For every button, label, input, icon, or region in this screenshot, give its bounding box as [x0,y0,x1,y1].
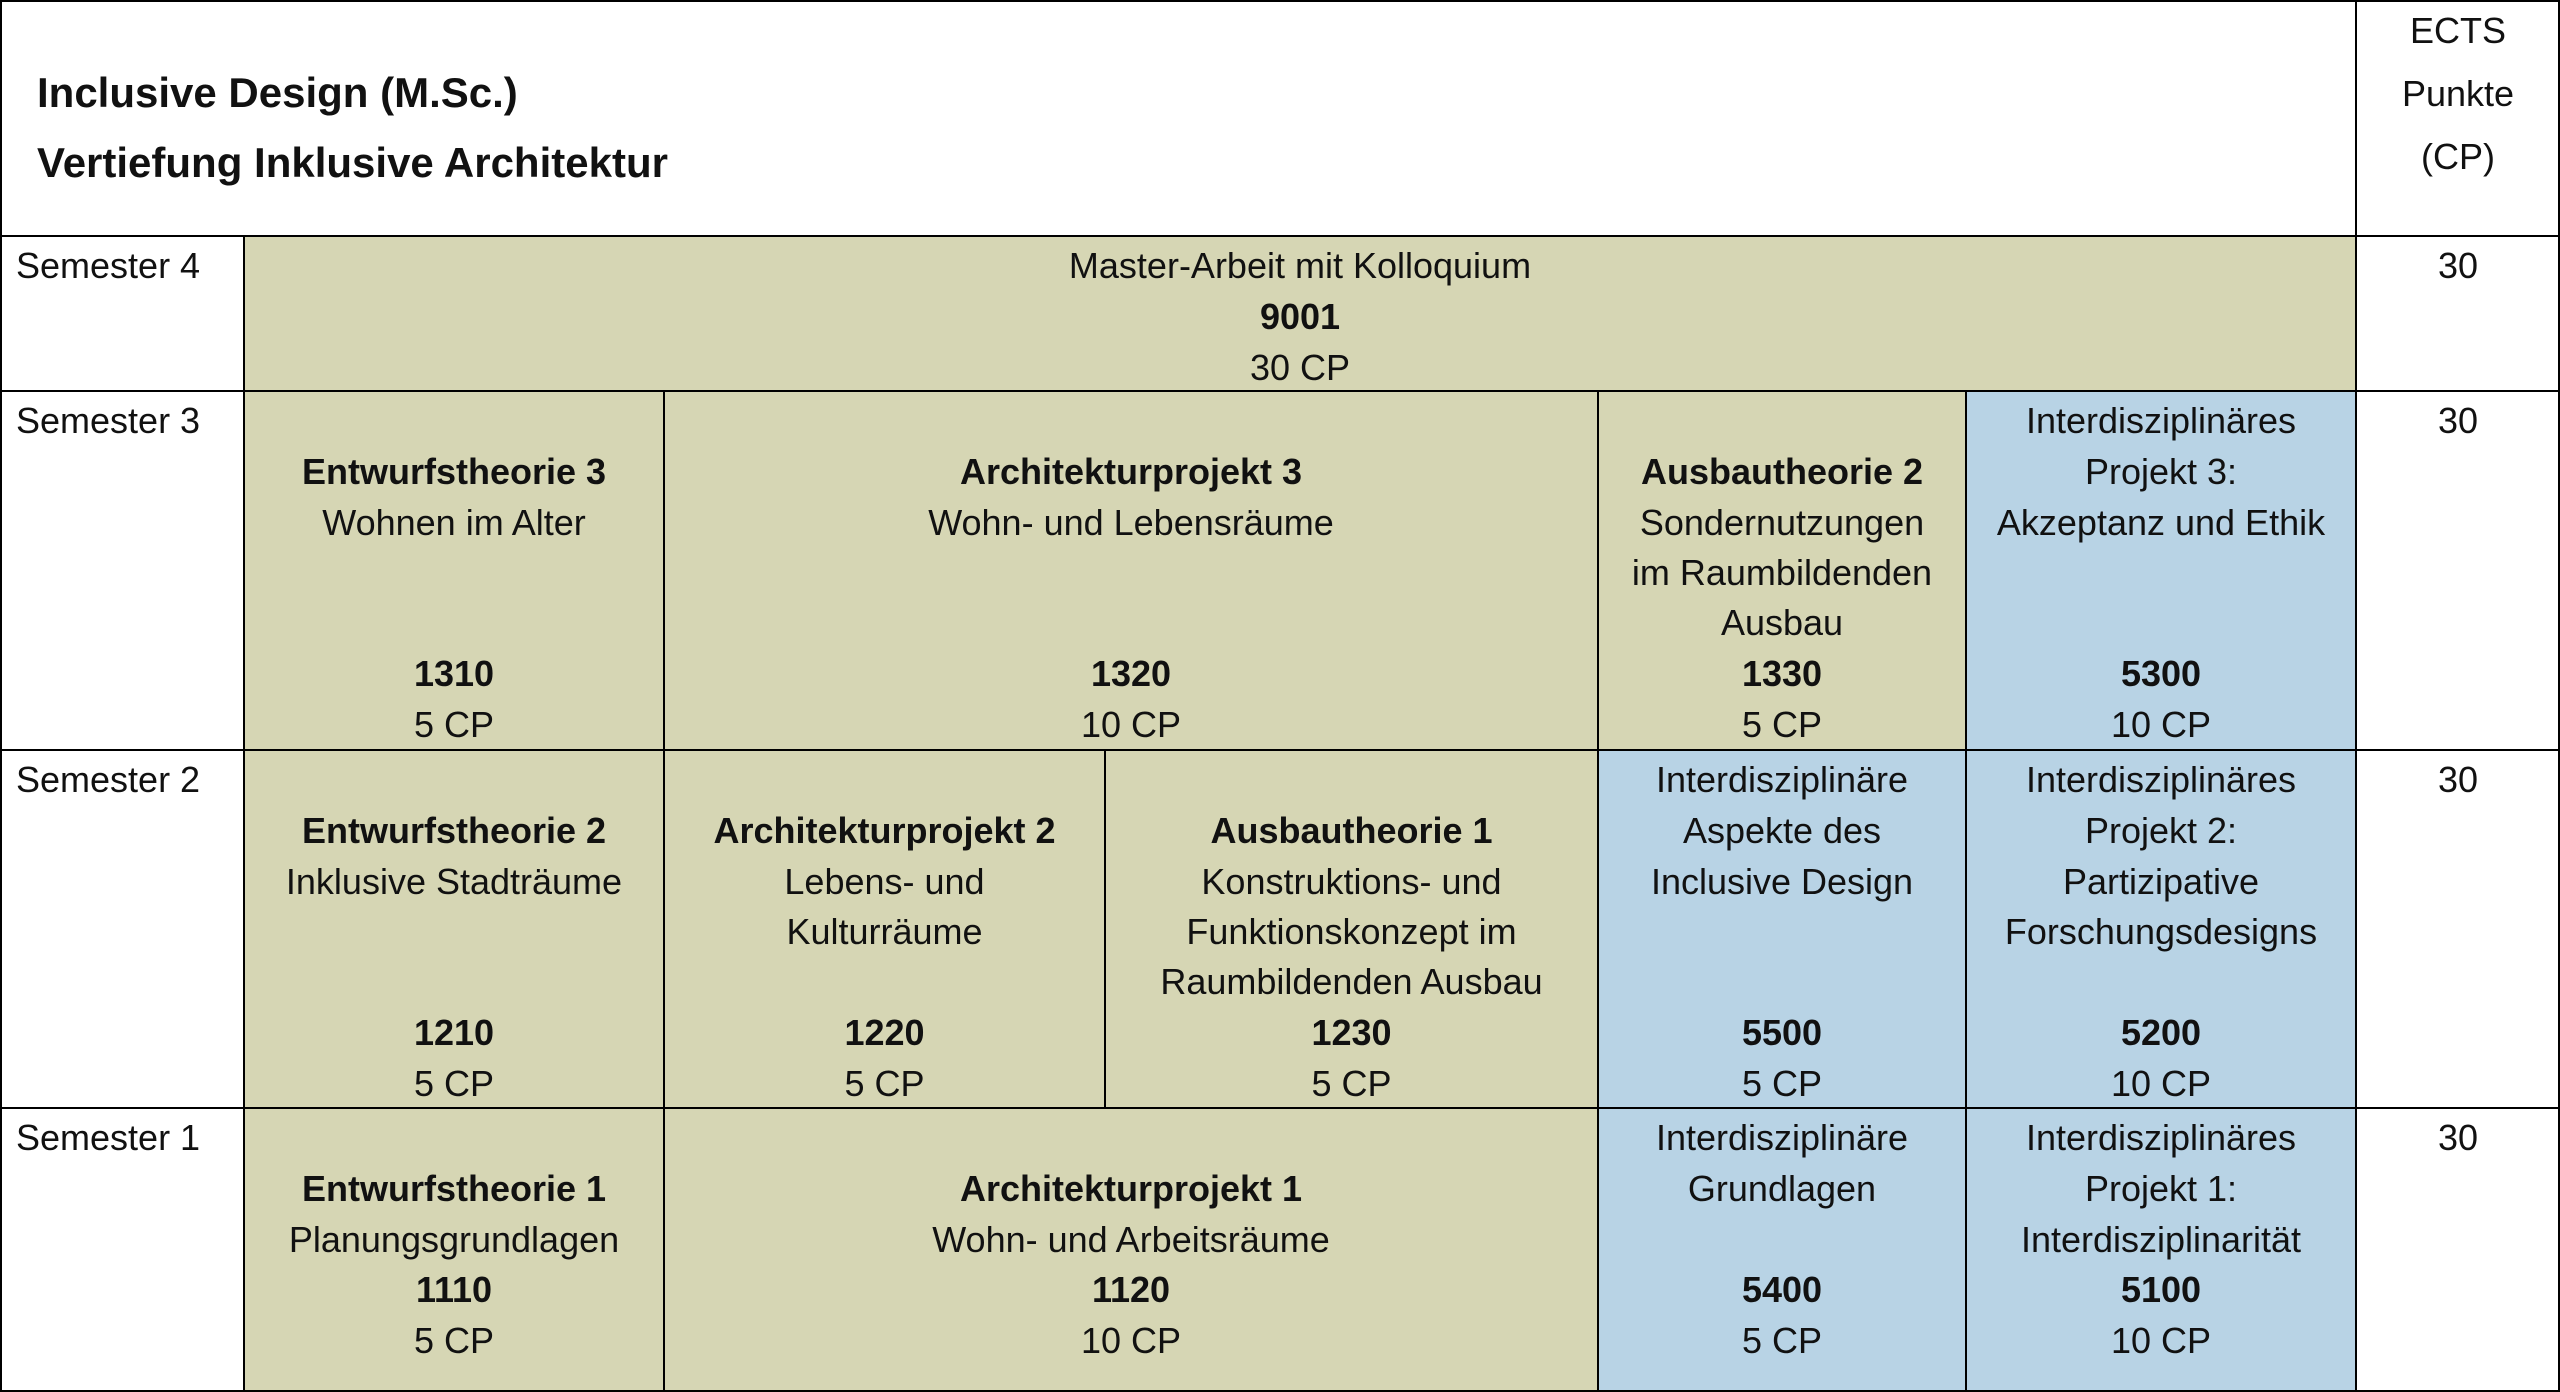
module-line: Kulturräume [786,911,983,952]
module-title: Entwurfstheorie 1 [301,1168,607,1209]
module-line: Partizipative [2062,861,2260,902]
module-code: 1330 [1741,653,1823,694]
module-line: Projekt 3: [2084,451,2238,492]
module-cp: 10 CP [2110,1320,2212,1361]
module-line: Planungsgrundlagen [288,1219,620,1260]
module-line: Wohnen im Alter [322,502,586,543]
module-9001 [244,236,2356,391]
module-line: Sondernutzungen [1639,502,1925,543]
module-1310 [244,391,664,750]
program-title: Inclusive Design (M.Sc.) [37,69,518,116]
module-line: Forschungsdesigns [2004,911,2318,952]
module-cp: 5 CP [1741,704,1823,745]
semester-1-label: Semester 1 [16,1117,201,1158]
module-line: Konstruktions- und [1201,861,1502,902]
module-cp: 5 CP [1311,1063,1392,1104]
semester-2-ects [2356,750,2560,1108]
module-5200 [1966,750,2356,1108]
module-code: 1320 [1090,653,1172,694]
ects-value: 30 [2437,400,2479,441]
module-line: Interdisziplinäre [1655,759,1909,800]
module-1220 [664,750,1105,1108]
module-line: Interdisziplinäre [1655,1117,1909,1158]
semester-4-ects [2356,236,2560,391]
module-code: 1110 [415,1269,493,1310]
ects-header [2356,0,2560,236]
module-5300 [1966,391,2356,750]
module-5400 [1598,1108,1966,1392]
grid-line [1965,390,1967,1392]
grid-line [2355,0,2357,1392]
module-1320 [664,391,1598,750]
module-cp: 5 CP [844,1063,925,1104]
module-cp: 5 CP [1741,1063,1823,1104]
module-code: 1210 [413,1012,495,1053]
module-line: Funktionskonzept im [1186,911,1517,952]
module-cp: 5 CP [413,1063,495,1104]
ects-header-line3: (CP) [2421,136,2495,177]
ects-value: 30 [2437,759,2479,800]
grid-line [0,235,2560,237]
semester-4-label: Semester 4 [16,245,201,286]
module-title: Ausbautheorie 1 [1210,810,1493,851]
module-title: Entwurfstheorie 3 [301,451,607,492]
module-code: 1230 [1311,1012,1392,1053]
module-cp: 5 CP [1741,1320,1823,1361]
module-line: Inclusive Design [1650,861,1914,902]
ects-header-line1: ECTS [2409,10,2506,51]
module-line: Wohn- und Lebensräume [928,502,1334,543]
ects-value: 30 [2437,245,2479,286]
semester-2-label: Semester 2 [16,759,201,800]
module-cp: 10 CP [1080,1320,1182,1361]
semester-3-label: Semester 3 [16,400,201,441]
module-code: 5200 [2120,1012,2202,1053]
module-line: Interdisziplinäres [2025,1117,2297,1158]
module-line: Wohn- und Arbeitsräume [932,1219,1330,1260]
module-line: Interdisziplinäres [2025,400,2297,441]
grid-line [0,749,2560,751]
module-code: 5300 [2120,653,2202,694]
module-code: 5100 [2120,1269,2202,1310]
module-1210 [244,750,664,1108]
module-line: Projekt 1: [2084,1168,2238,1209]
module-1330 [1598,391,1966,750]
module-line: Interdisziplinarität [2020,1219,2302,1260]
module-title: Architekturprojekt 1 [959,1168,1303,1209]
grid-line [1597,390,1599,1392]
module-code: 5400 [1741,1269,1823,1310]
module-cp: 5 CP [413,1320,495,1361]
module-code: 1120 [1091,1269,1171,1310]
module-title: Architekturprojekt 2 [713,810,1056,851]
module-line: Lebens- und [784,861,985,902]
module-5100 [1966,1108,2356,1392]
grid-line [0,390,2560,392]
module-line: Raumbildenden Ausbau [1160,961,1543,1002]
grid-line [0,0,2,1392]
semester-1-ects [2356,1108,2560,1392]
module-1110 [244,1108,664,1392]
module-line: Aspekte des [1682,810,1882,851]
grid-line [243,235,245,1392]
module-cp: 10 CP [2110,1063,2212,1104]
module-line: Master-Arbeit mit Kolloquium [1068,245,1532,286]
grid-line [663,390,665,1392]
module-cp: 10 CP [2110,704,2212,745]
module-1120 [664,1108,1598,1392]
module-cp: 10 CP [1080,704,1182,745]
ects-header-line2: Punkte [2401,73,2515,114]
module-line: Ausbau [1720,602,1844,643]
module-title: Entwurfstheorie 2 [301,810,607,851]
module-line: Grundlagen [1687,1168,1877,1209]
module-line: Interdisziplinäres [2025,759,2297,800]
semester-3-ects [2356,391,2560,750]
module-cp: 5 CP [413,704,495,745]
module-1230 [1105,750,1598,1108]
grid-line [0,0,2560,2]
module-code: 5500 [1741,1012,1823,1053]
module-line: im Raumbildenden [1631,552,1933,593]
grid-line [1104,749,1106,1108]
module-code: 1220 [844,1012,925,1053]
module-title: Architekturprojekt 3 [959,451,1303,492]
module-code: 1310 [413,653,495,694]
module-line: Inklusive Stadträume [285,861,623,902]
ects-value: 30 [2437,1117,2479,1158]
module-title: Ausbautheorie 2 [1640,451,1924,492]
program-subtitle: Vertiefung Inklusive Architektur [37,139,668,186]
module-line: Akzeptanz und Ethik [1996,502,2326,543]
module-code: 9001 [1259,296,1341,337]
module-cp: 30 CP [1249,347,1351,388]
module-line: Projekt 2: [2084,810,2238,851]
module-5500 [1598,750,1966,1108]
grid-line [0,1107,2560,1109]
